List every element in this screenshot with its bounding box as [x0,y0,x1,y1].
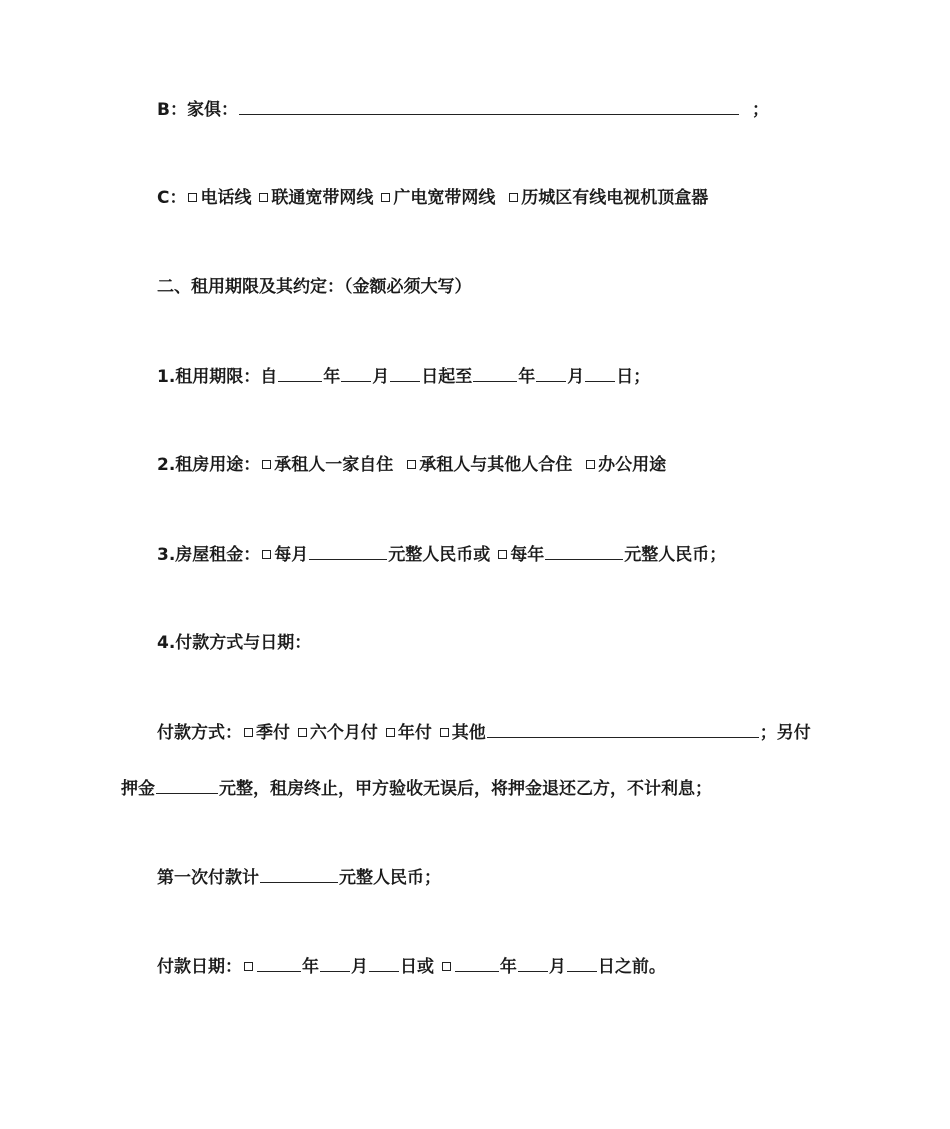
date1-year-blank[interactable] [257,954,301,972]
date2-day: 日之前。 [597,957,666,977]
line-usage [157,453,666,477]
rent-label: 3.房屋租金： [157,545,261,565]
furniture-label: B：家俱： [157,100,238,120]
line-rent [157,542,726,567]
date1-day-blank[interactable] [369,954,399,972]
first-payment-label: 第一次付款计 [157,868,259,888]
term-day-from-blank[interactable] [390,364,420,382]
date2-month-blank[interactable] [518,954,548,972]
line-deposit [121,776,712,801]
payment-heading: 4.付款方式与日期： [157,633,312,653]
line-payment-method [157,720,811,745]
checkbox-monthly[interactable] [262,550,271,559]
date1-year: 年 [302,957,319,977]
term-year-to: 年 [518,367,536,387]
option-other: 其他 [451,723,486,743]
option-office-use: 办公用途 [598,455,667,475]
checkbox-annual[interactable] [386,728,395,737]
term-month-to-blank[interactable] [536,364,566,382]
option-six-months: 六个月付 [309,723,378,743]
deposit-blank[interactable] [156,776,218,794]
checkbox-unicom-broadband[interactable] [259,193,268,202]
option-set-top-box: 历城区有线电视机顶盒器 [521,188,709,208]
deposit-label: 押金 [121,779,155,799]
date2-year-blank[interactable] [455,954,499,972]
checkbox-office-use[interactable] [586,460,595,469]
rent-yearly-suffix: 元整人民币； [624,545,727,565]
term-month-to: 月 [567,367,585,387]
term-year-from: 年 [323,367,341,387]
section-heading: 二、租用期限及其约定：（金额必须大写） [157,277,472,297]
option-phone-line: 电话线 [200,188,252,208]
date2-month: 月 [548,957,566,977]
option-annual: 年付 [397,723,432,743]
rent-monthly: 每月 [274,545,309,565]
rent-yearly: 每年 [510,545,545,565]
term-year-from-blank[interactable] [278,364,322,382]
option-unicom-broadband: 联通宽带网线 [271,188,374,208]
rent-monthly-suffix: 元整人民币或 [388,545,491,565]
first-payment-blank[interactable] [260,865,338,883]
checkbox-cable-broadband[interactable] [381,193,390,202]
usage-label: 2.租房用途： [157,455,261,475]
term-day-from: 日起至 [421,367,473,387]
option-cable-broadband: 广电宽带网线 [393,188,496,208]
line-first-payment [157,865,441,890]
deposit-suffix: 元整，租房终止，甲方验收无误后，将押金退还乙方，不计利息； [219,779,712,799]
term-month-from-blank[interactable] [341,364,371,382]
checkbox-date-option-2[interactable] [442,962,451,971]
line-payment-date [157,954,666,979]
payment-extra: ；另付 [759,723,811,743]
cables-label: C： [157,188,187,208]
checkbox-set-top-box[interactable] [509,193,518,202]
checkbox-other[interactable] [440,728,449,737]
checkbox-yearly[interactable] [498,550,507,559]
rent-yearly-blank[interactable] [545,542,623,560]
first-payment-suffix: 元整人民币； [339,868,441,888]
date1-month-blank[interactable] [320,954,350,972]
checkbox-quarterly[interactable] [244,728,253,737]
term-day-to-blank[interactable] [585,364,615,382]
option-family-use: 承租人一家自住 [274,455,394,475]
checkbox-shared-use[interactable] [407,460,416,469]
date2-day-blank[interactable] [567,954,597,972]
checkbox-family-use[interactable] [262,460,271,469]
date2-year: 年 [499,957,517,977]
checkbox-six-months[interactable] [298,728,307,737]
line-furniture [157,97,769,122]
furniture-suffix: ； [751,100,769,120]
payment-method-label: 付款方式： [157,723,242,743]
term-year-to-blank[interactable] [473,364,517,382]
option-quarterly: 季付 [256,723,290,743]
term-month-from: 月 [372,367,390,387]
rent-monthly-blank[interactable] [309,542,387,560]
term-label: 1.租用期限：自 [157,367,278,387]
checkbox-date-option-1[interactable] [244,962,253,971]
term-day-to: 日； [616,367,651,387]
checkbox-phone-line[interactable] [188,193,197,202]
payment-date-label: 付款日期： [157,957,242,977]
line-cables [157,186,708,210]
other-method-blank[interactable] [487,720,759,738]
option-shared-use: 承租人与其他人合住 [419,455,573,475]
line-term [157,364,650,389]
furniture-blank[interactable] [239,97,739,115]
date1-month: 月 [351,957,368,977]
date1-day: 日或 [400,957,434,977]
